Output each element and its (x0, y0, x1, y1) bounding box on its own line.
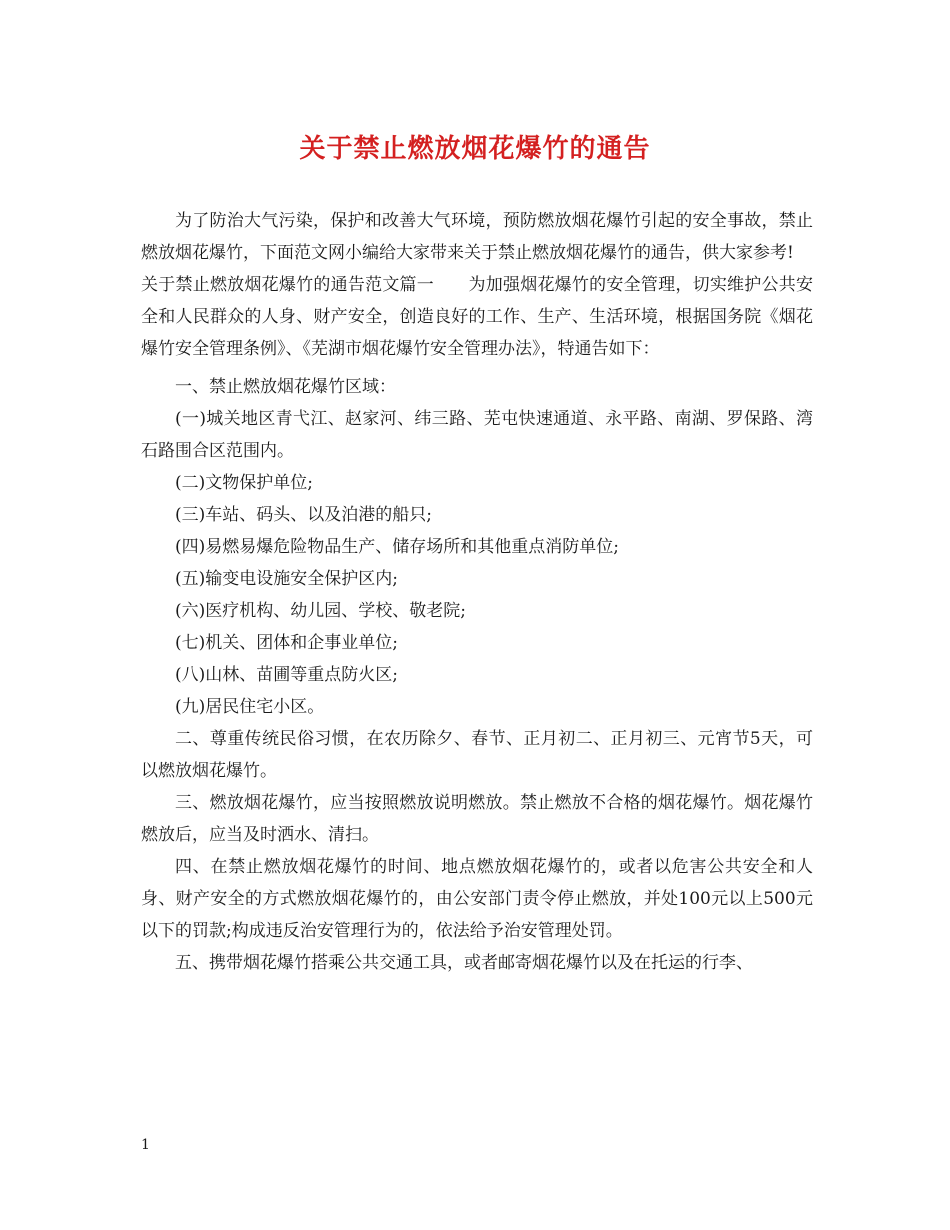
paragraph-intro: 为了防治大气污染，保护和改善大气环境，预防燃放烟花爆竹引起的安全事故，禁止燃放烟花爆竹，下面范文网小编给大家带来关于禁止燃放烟花爆竹的通告，供大家参考! (141, 211, 813, 263)
paragraph-section-4: 四、在禁止燃放烟花爆竹的时间、地点燃放烟花爆竹的，或者以危害公共安全和人身、财产安全的方式燃放烟花爆竹的，由公安部门责令停止燃放，并处100元以上500元以下的罚款;构成违反治安管理行为的，依法给予治安管理处罚。 (141, 857, 813, 941)
list-item: (四)易燃易爆危险物品生产、储存场所和其他重点消防单位; (175, 537, 619, 557)
list-item: (五)输变电设施安全保护区内; (175, 569, 398, 589)
page-number: 1 (141, 1137, 150, 1153)
list-item: (一)城关地区青弋江、赵家河、纬三路、芜屯快速通道、永平路、南湖、罗保路、湾石路围合区范围内。 (141, 409, 813, 461)
list-item: (七)机关、团体和企事业单位; (175, 633, 398, 653)
list-item: (三)车站、码头、以及泊港的船只; (175, 505, 432, 525)
document-title: 关于禁止燃放烟花爆竹的通告 (299, 134, 651, 164)
paragraph-section-5: 五、携带烟花爆竹搭乘公共交通工具，或者邮寄烟花爆竹以及在托运的行李、 (175, 953, 753, 973)
paragraph-section-2: 二、尊重传统民俗习惯，在农历除夕、春节、正月初二、正月初三、元宵节5天，可以燃放烟花爆竹。 (141, 729, 813, 781)
paragraph-article-heading: 关于禁止燃放烟花爆竹的通告范文篇一 为加强烟花爆竹的安全管理，切实维护公共安全和人民群众的人身、财产安全，创造良好的工作、生产、生活环境，根据国务院《烟花爆竹安全管理条例》、《芜湖市烟花爆竹安全管理办法》，特通告如下： (141, 275, 813, 359)
list-item: (二)文物保护单位; (175, 473, 313, 493)
list-item: (九)居民住宅小区。 (175, 697, 325, 717)
list-item: (八)山林、苗圃等重点防火区; (175, 665, 398, 685)
paragraph-section-1: 一、禁止燃放烟花爆竹区域： (175, 377, 396, 397)
paragraph-section-3: 三、燃放烟花爆竹，应当按照燃放说明燃放。禁止燃放不合格的烟花爆竹。烟花爆竹燃放后，应当及时洒水、清扫。 (141, 793, 813, 845)
document-body (141, 205, 813, 979)
list-item: (六)医疗机构、幼儿园、学校、敬老院; (175, 601, 466, 621)
